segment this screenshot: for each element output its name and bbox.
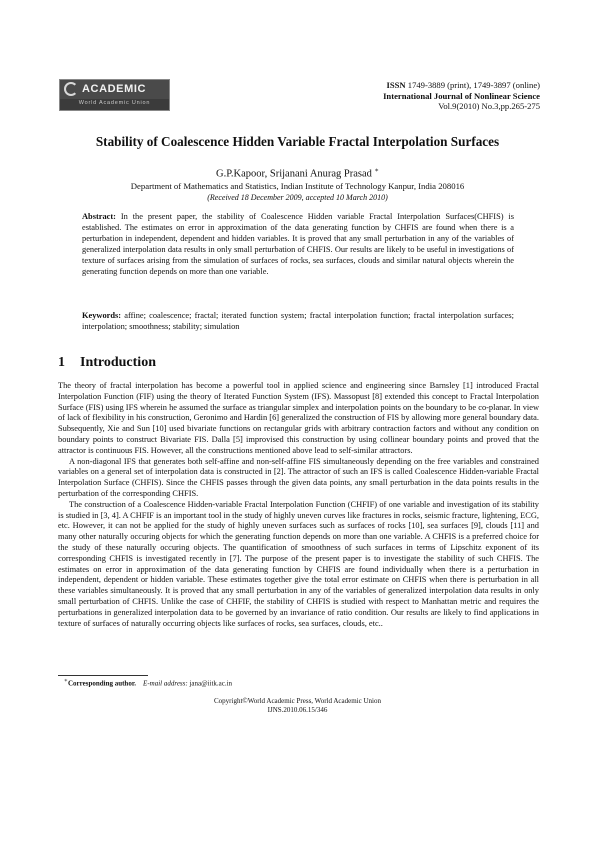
keywords-text: affine; coalescence; fractal; iterated function system; fractal interpolation function; fractal interpolation surfaces; interpolation; smoothness; stability; simulation — [82, 311, 514, 331]
journal-header — [383, 80, 540, 112]
abstract-text: In the present paper, the stability of Coalescence Hidden variable Fractal Interpolation Surfaces(CHFIS) is established. The estimates on error in approximation of the data generating function by CHFIS are found when there is a perturbation in independent, dependent and hidden variables. It is proved that any small perturbation in any of the variables of generalized interpolation data results in only small perturbation of CHFIS. Our results are likely to be useful in investigations of texture of surfaces arising from the simulation of surfaces of rocks, sea surfaces, clouds and similar natural objects wherein the generating function depends on more than one variable. — [82, 212, 514, 276]
footnote-mark: ∗ — [64, 678, 68, 684]
journal-name: International Journal of Nonlinear Science — [383, 90, 540, 101]
paragraph: The theory of fractal interpolation has become a powerful tool in applied science and engineering since Barnsley [1] introduced Fractal Interpolation Function (FIF) using the theory of Iterated Function System (IFS). Massopust [8] extended this concept to Fractal Interpolation Surface (FIS) using IFS wherein he assumed the surface as triangular simplex and interpolation points on the boundary to be co-planar. In view of lack of flexibility in his construction, Geronimo and Hardin [6] generalized the construction of FIS by allowing more general boundary data. Subsequently, Xie and Sun [10] used bivariate functions on rectangular grids with arbitrary contraction factors and without any condition on boundary points to construct Bivariate FIS. Dalla [5] improvised this construction by using collinear boundary points and proved that the attractor is continuous FIS. However, all the constructions mentioned above lead to self-similar attractors. — [58, 381, 539, 455]
issn-label: ISSN — [386, 80, 406, 90]
author-footnote-mark: ∗ — [374, 167, 379, 174]
author-line — [40, 166, 555, 180]
section-number: 1 — [58, 355, 65, 370]
paragraph: The construction of a Coalescence Hidden-variable Fractal Interpolation Function (CHFIF) of one variable and investigation of its stability is studied in [3, 4]. A CHFIF is an important tool in the study of highly uneven curves like fractures in rocks, seismic fracture, lightening, ECG, etc. However, it can not be applied for the study of highly uneven surfaces such as surfaces of rocks [10], sea surfaces [9], clouds [11] and many other naturally occuring objects for which the generating function depends on more than one variable. A CHFIS is a preferred choice for the study of these naturally occuring objects. The quantification of smoothness of such surfaces in terms of Lipschitz exponent of its corresponding CHFIS is investigated recently in [7]. The purpose of the present paper is to investigate the stability of such CHFIS. The estimates on error in approximation of the data generating function by CHFIS are found individually when there is a perturbation in independent, dependent or hidden variable. These estimates together give the total error estimate on CHFIS when there is perturbation in all these variables simultaneously. It is proved that any small perturbation in any of the variables of generalized interpolation data results in only small perturbation of CHFIS. Unlike the case of CHFIF, the stability of CHFIS is studied with respect to Manhattan metric and requires the perturbations in generalized interpolation data to be governed by an invariance of ratio condition. Our results are likely to find applications in texture of surfaces of naturally occurring objects like surfaces of rocks, sea surfaces, clouds, etc.. — [58, 499, 539, 628]
section-title: Introduction — [80, 355, 156, 370]
authors: G.P.Kapoor, Srijanani Anurag Prasad — [216, 168, 372, 180]
logo-swirl-icon — [64, 82, 78, 96]
received-dates: (Received 18 December 2009, accepted 10 March 2010) — [207, 193, 388, 202]
logo-subtitle: World Academic Union — [78, 100, 151, 106]
paper-id: IJNS.2010.06.15/346 — [267, 706, 328, 714]
footnote-rule — [58, 675, 148, 676]
copyright — [40, 697, 555, 715]
abstract — [82, 212, 514, 277]
paragraph: A non-diagonal IFS that generates both self-affine and non-self-affine FIS simultaneously depending on the free variables and constrained variables on a general set of interpolation data is constructed in [2]. The attractor of such an IFS is called Coalescence Hidden-variable Fractal Interpolation Surface (CHFIS). Since the CHFIS passes through the given data points, any small perturbation in the data points results in the perturbation of the corresponding CHFIS. — [58, 456, 539, 498]
publisher-logo — [59, 79, 170, 111]
logo-word: ACADEMIC — [82, 83, 147, 95]
email-label: E-mail address: — [143, 679, 188, 688]
issn-value: 1749-3889 (print), 1749-3897 (online) — [407, 80, 540, 90]
issn-line — [383, 80, 540, 91]
volume-info: Vol.9(2010) No.3,pp.265-275 — [438, 101, 540, 111]
affiliation: Department of Mathematics and Statistics, Indian Institute of Technology Kanpur, India 208016 — [130, 181, 465, 191]
copyright-line: Copyright©World Academic Press, World Academic Union — [214, 697, 381, 705]
paper-title: Stability of Coalescence Hidden Variable Fractal Interpolation Surfaces — [95, 134, 500, 149]
section-heading — [58, 355, 156, 371]
footnote — [64, 678, 232, 687]
abstract-label: Abstract: — [82, 212, 116, 221]
footnote-label: Corresponding author. — [67, 679, 137, 688]
keywords-label: Keywords: — [82, 311, 122, 320]
logo-banner — [60, 80, 169, 99]
body-text — [58, 381, 539, 629]
keywords — [82, 311, 514, 333]
email-address: jana@iitk.ac.in — [189, 679, 233, 688]
